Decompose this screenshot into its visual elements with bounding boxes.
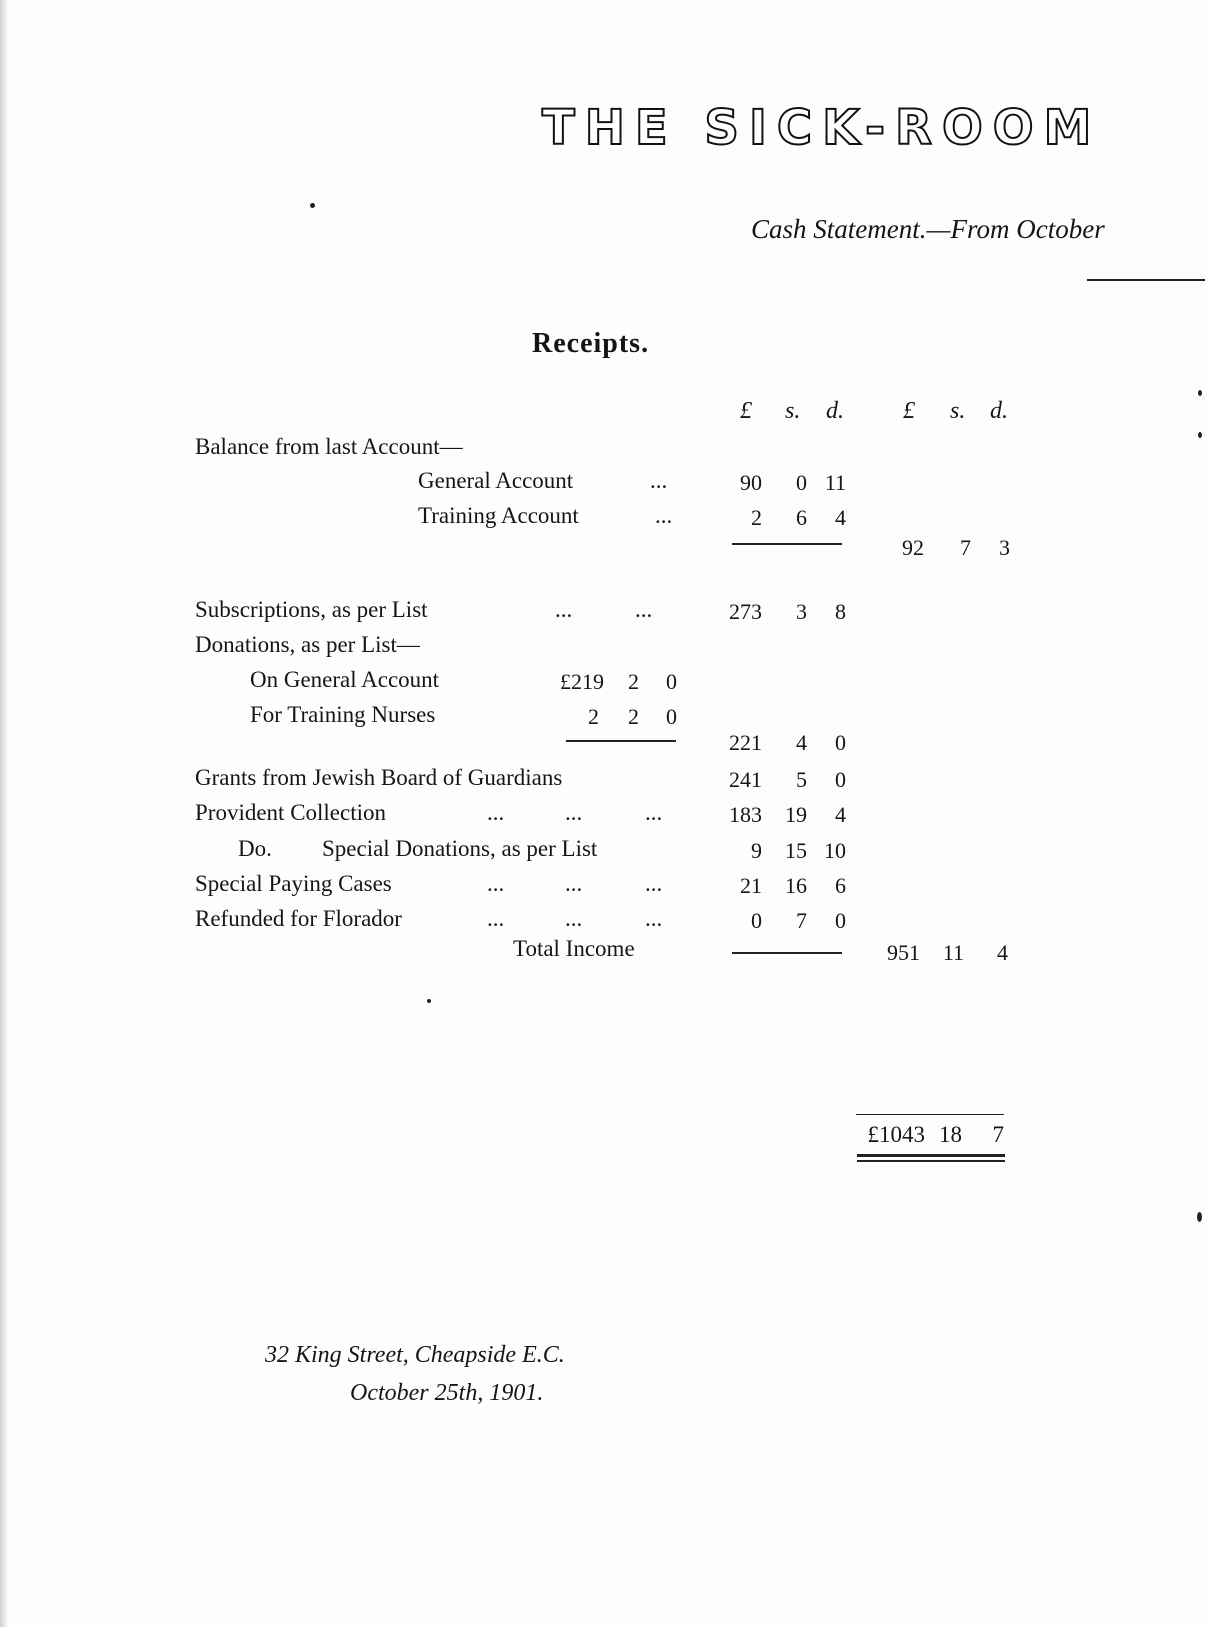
general-account-shillings: 0 <box>796 470 807 495</box>
donations-training-pence: 0 <box>666 704 677 729</box>
page-edge <box>0 0 8 1627</box>
florador-pence: 0 <box>835 908 846 933</box>
provident-shillings: 19 <box>785 802 807 827</box>
special-donations-shillings: 15 <box>785 838 807 863</box>
donations-label: Donations, as per List— <box>195 632 420 657</box>
provident-pence: 4 <box>835 802 846 827</box>
balance-total-shillings: 7 <box>960 535 971 560</box>
donations-total-pounds: 221 <box>729 730 762 755</box>
donations-training-shillings: 2 <box>628 704 639 729</box>
donations-general-pounds: £219 <box>560 669 604 694</box>
special-paying-shillings: 16 <box>785 873 807 898</box>
donations-total-pence: 0 <box>835 730 846 755</box>
grand-total-double-rule-1 <box>857 1154 1005 1157</box>
col-header-shillings-1: s. <box>785 398 801 424</box>
scan-speck <box>1198 390 1202 396</box>
col-header-pounds-1: £ <box>740 398 752 424</box>
provident-dots-1: ... <box>487 800 505 825</box>
balance-label: Balance from last Account— <box>195 434 463 459</box>
address-date <box>350 1380 543 1407</box>
subscriptions-dots-2: ... <box>635 597 653 622</box>
special-paying-pence: 6 <box>835 873 846 898</box>
training-account-dots: ... <box>655 503 673 528</box>
page-title: THE SICK-ROOM <box>542 100 1102 156</box>
general-account-dots: ... <box>650 468 668 493</box>
florador-pounds: 0 <box>751 908 762 933</box>
donations-general-shillings: 2 <box>628 669 639 694</box>
scan-speck <box>427 999 431 1003</box>
address-line-2: October 25th, 1901. <box>350 1380 544 1406</box>
total-income-label: Total Income <box>513 936 635 961</box>
general-account-label: General Account <box>418 468 574 493</box>
donations-training-pounds: 2 <box>588 704 599 729</box>
provident-dots-2: ... <box>565 800 583 825</box>
subscriptions-pounds: 273 <box>729 599 762 624</box>
donations-training-label: For Training Nurses <box>250 702 436 727</box>
grants-label: Grants from Jewish Board of Guardians <box>195 765 563 790</box>
receipts-heading: Receipts. <box>532 328 650 359</box>
donations-general-pence: 0 <box>666 669 677 694</box>
grand-total-pence: 7 <box>992 1122 1004 1147</box>
special-paying-dots-3: ... <box>645 871 663 896</box>
special-donations-pounds: 9 <box>751 838 762 863</box>
total-income-rule <box>732 952 842 954</box>
special-donations-pence: 10 <box>824 838 846 863</box>
grants-shillings: 5 <box>796 767 807 792</box>
general-account-pence: 11 <box>824 470 846 495</box>
col-header-shillings-2: s. <box>950 398 966 424</box>
donations-general-label: On General Account <box>250 667 440 692</box>
special-paying-dots-1: ... <box>487 871 505 896</box>
florador-dots-2: ... <box>565 906 583 931</box>
provident-dots-3: ... <box>645 800 663 825</box>
training-account-pence: 4 <box>835 505 846 530</box>
florador-shillings: 7 <box>796 908 807 933</box>
grand-total-pounds: £1043 <box>867 1122 925 1147</box>
total-income-shillings: 11 <box>942 940 964 965</box>
grand-total-shillings: 18 <box>939 1122 962 1147</box>
training-account-pounds: 2 <box>751 505 762 530</box>
special-paying-label: Special Paying Cases <box>195 871 392 896</box>
scan-speck <box>1198 432 1202 438</box>
special-donations-label: Special Donations, as per List <box>322 836 598 861</box>
florador-dots-1: ... <box>487 906 505 931</box>
subscriptions-dots-1: ... <box>555 597 573 622</box>
provident-label: Provident Collection <box>195 800 387 825</box>
scan-speck <box>1197 1212 1202 1222</box>
special-paying-dots-2: ... <box>565 871 583 896</box>
balance-total-pence: 3 <box>999 535 1010 560</box>
cash-statement-subtitle: Cash Statement.—From October <box>751 214 1105 244</box>
special-paying-pounds: 21 <box>740 873 762 898</box>
provident-pounds: 183 <box>729 802 762 827</box>
grand-total-double-rule-2 <box>857 1160 1005 1162</box>
col-header-pence-2: d. <box>990 398 1008 424</box>
total-income-pence: 4 <box>997 940 1008 965</box>
balance-subtotal-rule <box>732 543 842 545</box>
training-account-label: Training Account <box>418 503 579 528</box>
subscriptions-label: Subscriptions, as per List <box>195 597 428 622</box>
donations-total-shillings: 4 <box>796 730 807 755</box>
general-account-pounds: 90 <box>740 470 762 495</box>
grants-pence: 0 <box>835 767 846 792</box>
subtitle-rule <box>1087 279 1205 281</box>
col-header-pounds-2: £ <box>903 398 915 424</box>
scan-speck <box>310 203 315 208</box>
florador-label: Refunded for Florador <box>195 906 402 931</box>
col-header-pence-1: d. <box>826 398 844 424</box>
florador-dots-3: ... <box>645 906 663 931</box>
grand-total-top-rule <box>856 1114 1004 1115</box>
balance-total-pounds: 92 <box>902 535 924 560</box>
special-donations-ditto: Do. <box>238 836 272 861</box>
grants-pounds: 241 <box>729 767 762 792</box>
subscriptions-pence: 8 <box>835 599 846 624</box>
subscriptions-shillings: 3 <box>796 599 807 624</box>
address-line-1: 32 King Street, Cheapside E.C. <box>265 1342 565 1368</box>
donations-subtotal-rule <box>566 740 676 742</box>
total-income-pounds: 951 <box>887 940 920 965</box>
training-account-shillings: 6 <box>796 505 807 530</box>
address-street <box>265 1342 565 1369</box>
